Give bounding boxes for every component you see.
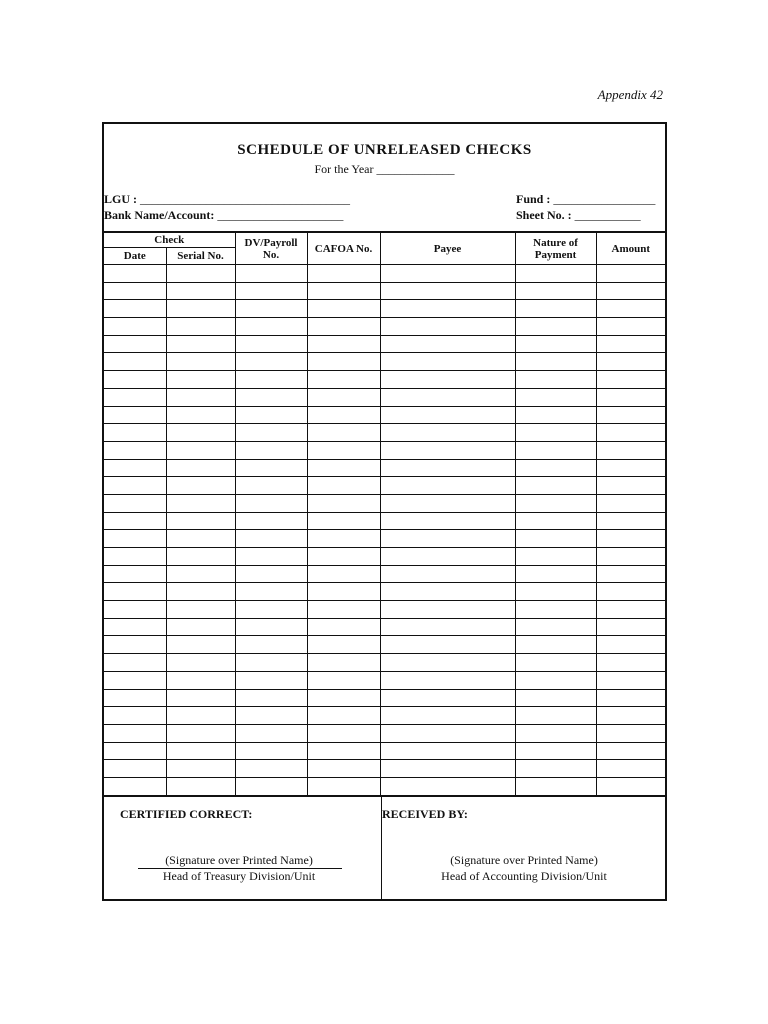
dv-cell — [235, 707, 307, 725]
payee-cell — [380, 583, 515, 601]
dv-cell — [235, 335, 307, 353]
amount-cell — [596, 494, 665, 512]
amount-cell — [596, 282, 665, 300]
date-cell — [104, 459, 166, 477]
table-row — [104, 371, 665, 389]
table-row — [104, 724, 665, 742]
sheet-field — [516, 208, 641, 223]
payee-cell — [380, 406, 515, 424]
nature-cell — [515, 441, 596, 459]
date-cell — [104, 282, 166, 300]
dv-cell — [235, 494, 307, 512]
payee-header: Payee — [380, 232, 515, 265]
date-cell — [104, 441, 166, 459]
payee-cell — [380, 318, 515, 336]
serial-cell — [166, 512, 235, 530]
payee-cell — [380, 300, 515, 318]
cafoa-cell — [307, 654, 380, 672]
date-cell — [104, 300, 166, 318]
cafoa-cell — [307, 777, 380, 795]
date-cell — [104, 424, 166, 442]
amount-cell — [596, 424, 665, 442]
nature-cell — [515, 530, 596, 548]
nature-cell — [515, 548, 596, 566]
left-signature-name: (Signature over Printed Name) — [165, 853, 313, 867]
dv-cell — [235, 406, 307, 424]
serial-cell — [166, 618, 235, 636]
serial-cell — [166, 565, 235, 583]
nature-header — [515, 232, 596, 265]
cafoa-cell — [307, 724, 380, 742]
dv-cell — [235, 424, 307, 442]
cafoa-cell — [307, 477, 380, 495]
payee-cell — [380, 707, 515, 725]
amount-cell — [596, 618, 665, 636]
dv-cell — [235, 353, 307, 371]
table-row — [104, 636, 665, 654]
dv-cell — [235, 265, 307, 283]
check-group-header: Check — [104, 232, 235, 248]
payee-cell — [380, 424, 515, 442]
date-cell — [104, 353, 166, 371]
dv-cell — [235, 618, 307, 636]
dv-cell — [235, 548, 307, 566]
nature-cell — [515, 406, 596, 424]
lgu-blank: ___________________________________ — [140, 192, 350, 206]
table-row — [104, 335, 665, 353]
bank-label: Bank Name/Account: — [104, 208, 215, 222]
cafoa-cell — [307, 742, 380, 760]
amount-header: Amount — [596, 232, 665, 265]
amount-cell — [596, 777, 665, 795]
cafoa-cell — [307, 424, 380, 442]
date-header: Date — [104, 248, 166, 265]
serial-cell — [166, 724, 235, 742]
amount-cell — [596, 742, 665, 760]
payee-cell — [380, 601, 515, 619]
date-cell — [104, 335, 166, 353]
serial-cell — [166, 371, 235, 389]
cafoa-cell — [307, 671, 380, 689]
serial-cell — [166, 548, 235, 566]
nature-cell — [515, 335, 596, 353]
table-row — [104, 265, 665, 283]
payee-cell — [380, 265, 515, 283]
nature-cell — [515, 388, 596, 406]
dv-cell — [235, 318, 307, 336]
cafoa-cell — [307, 583, 380, 601]
table-row — [104, 441, 665, 459]
cafoa-cell — [307, 335, 380, 353]
amount-cell — [596, 300, 665, 318]
dv-cell — [235, 583, 307, 601]
dv-cell — [235, 300, 307, 318]
serial-cell — [166, 300, 235, 318]
amount-cell — [596, 671, 665, 689]
form-title: SCHEDULE OF UNRELEASED CHECKS — [237, 142, 532, 158]
payee-cell — [380, 760, 515, 778]
date-cell — [104, 371, 166, 389]
payee-cell — [380, 371, 515, 389]
cafoa-cell — [307, 530, 380, 548]
table-row — [104, 494, 665, 512]
nature-cell — [515, 654, 596, 672]
payee-cell — [380, 777, 515, 795]
serial-cell — [166, 636, 235, 654]
amount-cell — [596, 565, 665, 583]
dv-cell — [235, 777, 307, 795]
payee-cell — [380, 565, 515, 583]
payee-cell — [380, 548, 515, 566]
date-cell — [104, 388, 166, 406]
fund-blank: _________________ — [553, 192, 656, 206]
table-body — [104, 265, 665, 796]
serial-cell — [166, 335, 235, 353]
payee-cell — [380, 441, 515, 459]
nature-cell — [515, 707, 596, 725]
table-row — [104, 601, 665, 619]
nature-cell — [515, 424, 596, 442]
amount-cell — [596, 724, 665, 742]
checks-table — [104, 231, 665, 797]
date-cell — [104, 477, 166, 495]
table-row — [104, 689, 665, 707]
cafoa-cell — [307, 300, 380, 318]
serial-cell — [166, 406, 235, 424]
date-cell — [104, 636, 166, 654]
nature-cell — [515, 353, 596, 371]
nature-header-line2: Payment — [534, 248, 577, 261]
nature-cell — [515, 318, 596, 336]
dv-cell — [235, 530, 307, 548]
cafoa-header: CAFOA No. — [307, 232, 380, 265]
date-cell — [104, 548, 166, 566]
serial-cell — [166, 265, 235, 283]
date-cell — [104, 618, 166, 636]
serial-cell — [166, 388, 235, 406]
nature-cell — [515, 300, 596, 318]
table-row — [104, 777, 665, 795]
serial-cell — [166, 477, 235, 495]
amount-cell — [596, 601, 665, 619]
dv-payroll-header — [235, 232, 307, 265]
table-row — [104, 459, 665, 477]
date-cell — [104, 406, 166, 424]
nature-cell — [515, 760, 596, 778]
amount-cell — [596, 318, 665, 336]
serial-cell — [166, 777, 235, 795]
cafoa-cell — [307, 388, 380, 406]
cafoa-cell — [307, 494, 380, 512]
nature-cell — [515, 618, 596, 636]
payee-cell — [380, 618, 515, 636]
nature-cell — [515, 494, 596, 512]
serial-cell — [166, 583, 235, 601]
table-row — [104, 742, 665, 760]
amount-cell — [596, 441, 665, 459]
nature-cell — [515, 601, 596, 619]
table-row — [104, 388, 665, 406]
date-cell — [104, 583, 166, 601]
payee-cell — [380, 671, 515, 689]
lgu-label: LGU : — [104, 192, 137, 206]
nature-cell — [515, 583, 596, 601]
serial-cell — [166, 654, 235, 672]
nature-header-line1: Nature of — [533, 236, 578, 249]
table-row — [104, 282, 665, 300]
amount-cell — [596, 583, 665, 601]
table-row — [104, 583, 665, 601]
table-row — [104, 353, 665, 371]
payee-cell — [380, 742, 515, 760]
date-cell — [104, 265, 166, 283]
nature-cell — [515, 282, 596, 300]
payee-cell — [380, 477, 515, 495]
date-cell — [104, 494, 166, 512]
amount-cell — [596, 548, 665, 566]
table-row — [104, 318, 665, 336]
payee-cell — [380, 353, 515, 371]
serial-cell — [166, 742, 235, 760]
serial-cell — [166, 318, 235, 336]
table-row — [104, 300, 665, 318]
dv-cell — [235, 601, 307, 619]
nature-cell — [515, 689, 596, 707]
amount-cell — [596, 388, 665, 406]
amount-cell — [596, 689, 665, 707]
payee-cell — [380, 512, 515, 530]
dv-cell — [235, 388, 307, 406]
payee-cell — [380, 654, 515, 672]
date-cell — [104, 742, 166, 760]
sheet-label: Sheet No. : — [516, 208, 572, 222]
nature-cell — [515, 777, 596, 795]
table-row — [104, 565, 665, 583]
amount-cell — [596, 406, 665, 424]
serial-cell — [166, 760, 235, 778]
form-frame — [102, 122, 667, 901]
amount-cell — [596, 353, 665, 371]
cafoa-cell — [307, 318, 380, 336]
date-cell — [104, 689, 166, 707]
right-signature-position: Head of Accounting Division/Unit — [441, 869, 607, 883]
serial-cell — [166, 353, 235, 371]
cafoa-cell — [307, 512, 380, 530]
date-cell — [104, 565, 166, 583]
payee-cell — [380, 689, 515, 707]
dv-cell — [235, 371, 307, 389]
date-cell — [104, 318, 166, 336]
left-signature-position: Head of Treasury Division/Unit — [162, 869, 316, 883]
amount-cell — [596, 654, 665, 672]
serial-cell — [166, 424, 235, 442]
cafoa-cell — [307, 689, 380, 707]
cafoa-cell — [307, 441, 380, 459]
table-row — [104, 530, 665, 548]
dv-cell — [235, 671, 307, 689]
amount-cell — [596, 459, 665, 477]
serial-cell — [166, 282, 235, 300]
cafoa-cell — [307, 371, 380, 389]
dv-cell — [235, 760, 307, 778]
table-row — [104, 707, 665, 725]
bank-blank: _____________________ — [217, 208, 344, 222]
table-row — [104, 548, 665, 566]
bank-field — [104, 208, 343, 223]
cafoa-cell — [307, 760, 380, 778]
dv-cell — [235, 654, 307, 672]
serial-cell — [166, 707, 235, 725]
cafoa-cell — [307, 618, 380, 636]
serial-cell — [166, 494, 235, 512]
nature-cell — [515, 724, 596, 742]
serial-cell — [166, 459, 235, 477]
dv-cell — [235, 282, 307, 300]
date-cell — [104, 601, 166, 619]
table-row — [104, 618, 665, 636]
payee-cell — [380, 494, 515, 512]
cafoa-cell — [307, 565, 380, 583]
dv-header-line2: No. — [262, 248, 280, 261]
payee-cell — [380, 636, 515, 654]
nature-cell — [515, 742, 596, 760]
fund-field — [516, 192, 655, 207]
appendix-label: Appendix 42 — [597, 87, 663, 102]
cafoa-cell — [307, 406, 380, 424]
amount-cell — [596, 512, 665, 530]
cafoa-cell — [307, 636, 380, 654]
nature-cell — [515, 671, 596, 689]
payee-cell — [380, 335, 515, 353]
amount-cell — [596, 707, 665, 725]
dv-header-line1: DV/Payroll — [244, 236, 298, 249]
payee-cell — [380, 388, 515, 406]
amount-cell — [596, 477, 665, 495]
cafoa-cell — [307, 353, 380, 371]
cafoa-cell — [307, 459, 380, 477]
lgu-field — [104, 192, 350, 207]
date-cell — [104, 512, 166, 530]
serial-cell — [166, 601, 235, 619]
payee-cell — [380, 724, 515, 742]
serial-cell — [166, 689, 235, 707]
right-signature-name: (Signature over Printed Name) — [450, 853, 598, 867]
date-cell — [104, 707, 166, 725]
serial-header: Serial No. — [166, 248, 235, 265]
amount-cell — [596, 335, 665, 353]
nature-cell — [515, 636, 596, 654]
amount-cell — [596, 265, 665, 283]
nature-cell — [515, 512, 596, 530]
payee-cell — [380, 530, 515, 548]
date-cell — [104, 671, 166, 689]
nature-cell — [515, 459, 596, 477]
dv-cell — [235, 459, 307, 477]
nature-cell — [515, 565, 596, 583]
table-row — [104, 654, 665, 672]
date-cell — [104, 724, 166, 742]
certified-correct-heading: CERTIFIED CORRECT: — [120, 807, 253, 821]
date-cell — [104, 654, 166, 672]
dv-cell — [235, 724, 307, 742]
dv-cell — [235, 565, 307, 583]
dv-cell — [235, 477, 307, 495]
dv-cell — [235, 441, 307, 459]
cafoa-cell — [307, 707, 380, 725]
table-row — [104, 424, 665, 442]
payee-cell — [380, 459, 515, 477]
cafoa-cell — [307, 282, 380, 300]
dv-cell — [235, 689, 307, 707]
nature-cell — [515, 371, 596, 389]
date-cell — [104, 760, 166, 778]
sheet-blank: ___________ — [574, 208, 641, 222]
received-by-heading: RECEIVED BY: — [382, 807, 468, 821]
dv-cell — [235, 512, 307, 530]
date-cell — [104, 777, 166, 795]
form-subtitle: For the Year _____________ — [314, 162, 455, 176]
table-row — [104, 406, 665, 424]
serial-cell — [166, 530, 235, 548]
table-row — [104, 760, 665, 778]
amount-cell — [596, 530, 665, 548]
dv-cell — [235, 636, 307, 654]
serial-cell — [166, 671, 235, 689]
cafoa-cell — [307, 548, 380, 566]
nature-cell — [515, 265, 596, 283]
dv-cell — [235, 742, 307, 760]
payee-cell — [380, 282, 515, 300]
nature-cell — [515, 477, 596, 495]
cafoa-cell — [307, 601, 380, 619]
fund-label: Fund : — [516, 192, 551, 206]
table-row — [104, 477, 665, 495]
serial-cell — [166, 441, 235, 459]
amount-cell — [596, 371, 665, 389]
date-cell — [104, 530, 166, 548]
signature-area — [104, 797, 665, 899]
table-row — [104, 671, 665, 689]
table-row — [104, 512, 665, 530]
amount-cell — [596, 636, 665, 654]
amount-cell — [596, 760, 665, 778]
cafoa-cell — [307, 265, 380, 283]
